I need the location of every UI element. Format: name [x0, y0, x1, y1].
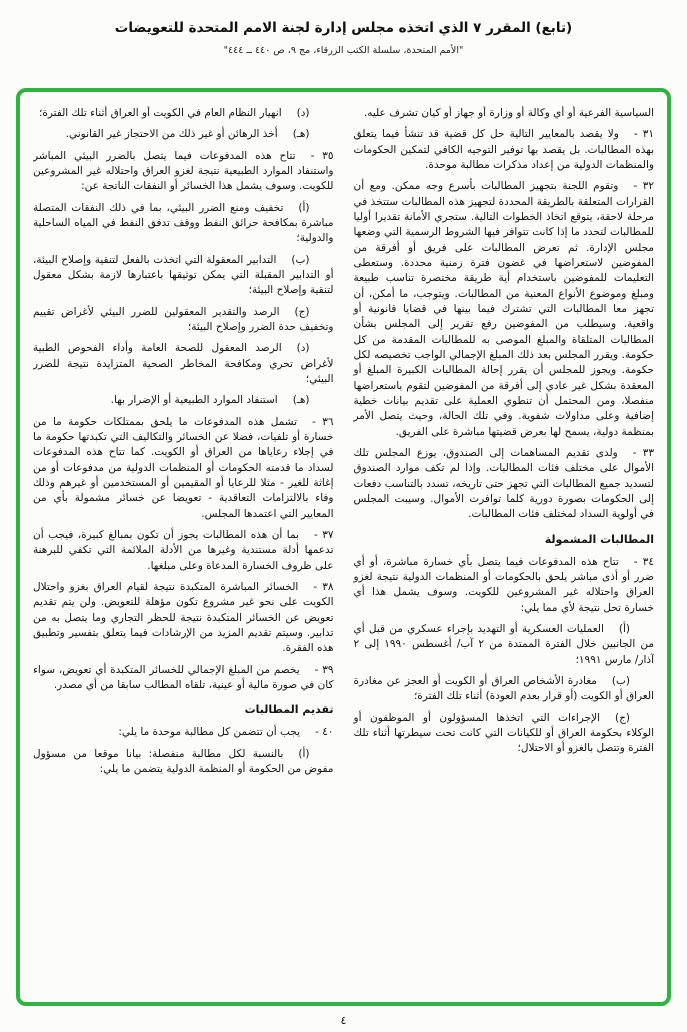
paragraph-label: ٣٩ - — [314, 663, 334, 676]
two-column-layout — [33, 106, 654, 988]
paragraph-label: (د) — [296, 342, 310, 355]
paragraph: ٤٠ -يجب أن تتضمن كل مطالبة موحدة ما يلي: — [118, 726, 334, 739]
page-title: (تابع) المقرر ٧ الذي اتخذه مجلس إدارة لجنة الامم المتحدة للتعويضات — [114, 20, 573, 36]
paragraph-label: ٣٧ - — [313, 528, 334, 541]
paragraph-label: (أ) — [298, 747, 310, 760]
paragraph: ٣٨ -الخسائر المباشرة المتكبدة نتيجة لقيام العراق بغزو واحتلال الكويت على نحو غير مشروع تكون مؤهلة للتعويض. ولن يتم تقديم تعويض عن الخسائر المتكبدة نتيجة للحظر التجاري وما يتصل به من تدابير. وسيتم تقديم المزيد من الإرشادات فيما يتعلق بتفسير وتطبيق هذه الفقرة. — [33, 580, 334, 655]
paragraph: ٣٥ -تتاح هذه المدفوعات فيما يتصل بالضرر البيئي المباشر واستنفاد الموارد الطبيعية نتيجة لغزو العراق واحتلاله غير المشروعين للكويت. وسوف يشمل هذا الخسائر أو النفقات الناتجة عن: — [33, 149, 334, 193]
document-subtitle: "الأمم المتحدة، سلسلة الكتب الزرقاء، مج ٩، ص ٤٤٠ ــ ٤٤٤" — [223, 45, 464, 56]
paragraph: السياسية الفرعية أو أي وكالة أو وزارة أو جهاز أو كيان تشرف عليه. — [363, 107, 654, 119]
paragraph: (ب)مغادرة الأشخاص العراق أو الكويت أو العجز عن مغادرة العراق أو الكويت (أو قرار بعدم العودة) أثناء تلك الفترة؛ — [353, 674, 654, 703]
document-header — [0, 20, 687, 56]
paragraph: ٣٣ -ولدى تقديم المساهمات إلى الصندوق، يوزع المجلس تلك الأموال على مختلف فئات المطالبات. وإذا لم تكف موارد الصندوق لتسديد جميع المطالبات التي تجهز حتى تاريخه، تسدد بالتناسب دفعات إلى الحكومات بصورة دورية كلما توافرت الأموال. وسيبت المجلس في أولوية السداد لمختلف فئات المطالبات. — [353, 446, 654, 521]
paragraph-label: (ب) — [611, 674, 630, 687]
paragraph-label: (د) — [296, 107, 310, 119]
paragraph: (أ)بالنسبة لكل مطالبة منفصلة: بيانا موقعا من مسؤول مفوض من الحكومة أو المنظمة الدولية يتضمن ما يلي: — [33, 747, 334, 775]
paragraph-label: ٣٦ - — [312, 415, 334, 428]
paragraph-label: (هـ) — [292, 128, 310, 141]
paragraph: ٣٩ -يخصم من المبلغ الإجمالي للخسائر المتكبدة أي تعويض، سواء كان في صورة مالية أو عينية، تلقاه المطالب سابقا من أي مصدر. — [33, 663, 334, 691]
paragraph: ٣٤ -تتاح هذه المدفوعات فيما يتصل بأي خسارة مباشرة، أو أي ضرر أو أذى مباشر يلحق بالحكومات أو المنظمات الدولية نتيجة لغزو العراق واحتلاله غير المشروعين للكويت. وسوف يشمل هذا أي خسارة تحل نتيجة لأي مما يلي: — [353, 555, 654, 614]
paragraph-label: ٣٥ - — [310, 149, 334, 162]
paragraph: (د)انهيار النظام العام في الكويت أو العراق أثناء تلك الفترة؛ — [38, 107, 310, 119]
content-border-box — [16, 88, 671, 1006]
paragraph-label: ٣٨ - — [313, 580, 334, 593]
paragraph-label: (أ) — [298, 201, 310, 214]
paragraph: ٣٧ -بما أن هذه المطالبات يجوز أن تكون بمبالغ كبيرة، فيجب أن تدعمها أدلة مستندية وغيرها من الأدلة الملائمة التي تكفي للبرهنة على ظروف الخسارة المدعاة وعلى مبلغها. — [33, 528, 334, 572]
left-column — [33, 106, 334, 988]
section-heading: تقديم المطالبات — [244, 703, 334, 717]
page-number: ٤ — [340, 1014, 347, 1027]
paragraph: (د)الرصد المعقول للصحة العامة وأداء الفحوص الطبية لأغراض تحري ومكافحة المخاطر الصحية المتزايدة نتيجة للضرر البيئي؛ — [33, 342, 334, 385]
paragraph-label: (أ) — [618, 622, 630, 635]
paragraph-label: ٣٤ - — [633, 555, 654, 568]
paragraph: (أ)تخفيف ومنع الضرر البيئي، بما في ذلك النفقات المتصلة مباشرة بمكافحة حرائق النفط ووقف تدفق النفط في المياه الساحلية والدولية؛ — [33, 201, 334, 245]
paragraph-label: (ج) — [615, 711, 630, 724]
paragraph-label: ٤٠ - — [315, 726, 334, 739]
paragraph-label: (ج) — [294, 305, 310, 318]
paragraph: (أ)العمليات العسكرية أو التهديد بإجراء عسكري من قبل أي من الجانبين خلال الفترة الممتدة من ٢ آب/ أغسطس ١٩٩٠ إلى ٢ آذار/ مارس ١٩٩١؛ — [353, 622, 654, 666]
paragraph: ٣٦ -تشمل هذه المدفوعات ما يلحق بممتلكات حكومة ما من خسارة أو تلفيات، فضلا عن الخسائر والتكاليف التي تكبدتها حكومة ما في إجلاء رعاياها من العراق أو الكويت. كما تتاح هذه المدفوعات لسداد ما قدمته الحكومات أو المنظمات الدولية من مدفوعات أو من إغاثة للغير - مثلا للرعايا أو المقيمين أو المستخدمين أو غيرهم وذلك وفاء بالالتزامات التعاقدية - تعويضا عن خسائر مشمولة بأي من المعايير التي اعتمدها المجلس. — [33, 415, 334, 520]
paragraph-label: (هـ) — [292, 394, 310, 407]
section-heading: المطالبات المشمولة — [544, 532, 654, 546]
paragraph: (ج)الرصد والتقدير المعقولين للضرر البيئي لأغراض تقييم وتخفيف حدة الضرر وإصلاح البيئة؛ — [33, 305, 334, 333]
paragraph-label: (ب) — [291, 253, 310, 266]
paragraph: (ج)الإجراءات التي اتخذها المسؤولون أو الموظفون أو الوكلاء بحكومة العراق أو للكيانات التي كانت تحت سيطرتها أثناء تلك الفترة وتتصل بالغزو أو الاحتلال؛ — [353, 711, 654, 755]
paragraph: (ب)التدابير المعقولة التي اتخذت بالفعل لتنقية وإصلاح البيئة، أو التدابير المقبلة التي يمكن توثيقها باعتبارها لازمة بشكل معقول لتنقية وإصلاح البيئة؛ — [33, 253, 334, 297]
paragraph: (هـ)استنفاد الموارد الطبيعية أو الإضرار بها. — [110, 394, 310, 407]
paragraph-label: ٣٢ - — [633, 180, 654, 193]
paragraph: ٣٢ -وتقوم اللجنة بتجهيز المطالبات بأسرع وجه ممكن. ومع أن القرارات المتعلقة بالطريقة المحددة لتجهيز هذه المطالبات ستتخذ في مرحلة لاحقة، يتوقع اتخاذ الخطوات التالية. ستجري الأمانة تقديرا أوليا للمطالبات لتحدد ما إذا كانت تتوافر فيها الشروط الرسمية التي وضعها مجلس الإدارة. ثم تعرض المطالبات على فريق أو أفرقة من المفوضين لاستعراضها في غضون فترة زمنية محددة. وستعطى التعليمات للمفوضين باستخدام أية طريقة مختصرة تناسب طبيعة ومبلغ وموضوع الأنواع المعنية من المطالبات. ويتوجب، ما أمكن، أن تجهز معا المطالبات التي تشترك فيما بينها في قضايا قانونية أو واقعية. وسيطلب من المفوضين رفع تقرير إلى المجلس بشأن المطالبات المتلقاة والمبلغ الموصى به للمطالبات المقدمة من كل حكومة. ويقرر المجلس بعد ذلك المبلغ الإجمالي الواجب تخصيصه لكل حكومة. ويجوز للمجلس أن يقرر إحالة المطالبات الكبيرة المبلغ أو المعقدة بشكل غير عادي إلى أفرقة من المفوضين لتقوم باستعراضها منفصلا، ومن المحتمل أن تنطوي العملية على تقديم بيانات خطية إضافية وعلى مداولات شفوية. وفي تلك الحالة، وحيث يتصل الأمر بمنظمة دولية، يسمح لها بعرض قضيتها مباشرة على الفريق. — [353, 180, 654, 438]
right-column — [354, 106, 655, 988]
paragraph-label: ٣٣ - — [632, 446, 654, 459]
paragraph-label: ٣١ - — [633, 128, 654, 141]
paragraph: (هـ)أخذ الرهائن أو غير ذلك من الاحتجاز غير القانوني. — [65, 128, 310, 141]
paragraph: ٣١ -ولا يقصد بالمعايير التالية حل كل قضية قد تنشأ فيما يتعلق بهذه المطالبات. بل يقصد بها توفير التوجيه الكافي لتمكين الحكومات والمنظمات الدولية من إعداد مذكرات مطالبة موحدة. — [353, 128, 654, 171]
